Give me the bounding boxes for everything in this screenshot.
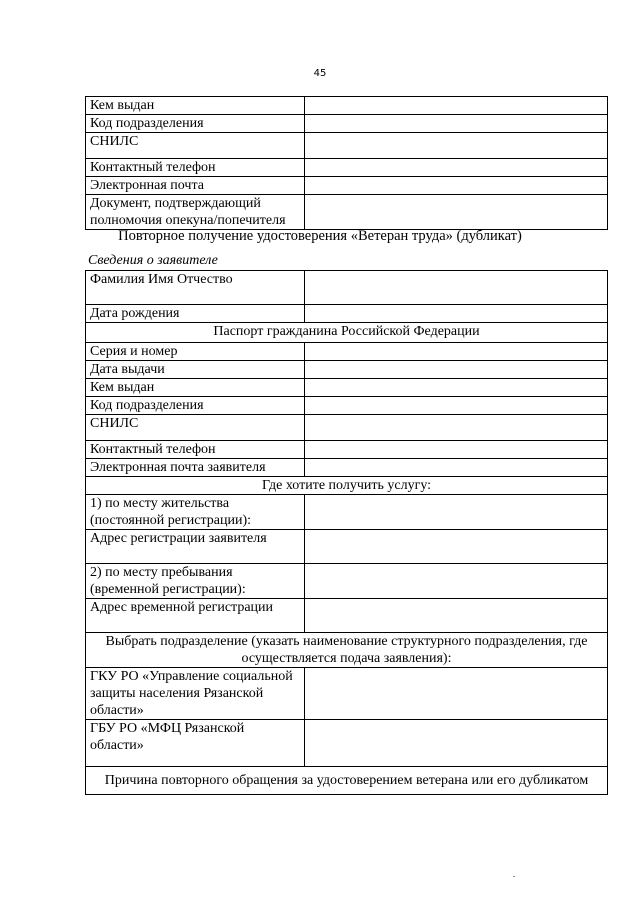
field-label: Кем выдан — [86, 379, 305, 397]
reg-address-value[interactable] — [305, 530, 608, 564]
field-label: Документ, подтверждающий полномочия опекуна/попечителя — [86, 195, 305, 230]
field-label: 2) по месту пребывания (временной регистрации): — [86, 564, 305, 599]
table-row — [86, 720, 608, 767]
field-label: СНИЛС — [86, 133, 305, 159]
table-row — [86, 361, 608, 379]
phone-value[interactable] — [305, 441, 608, 459]
table-row — [86, 767, 608, 795]
table-row — [86, 459, 608, 477]
field-label: 1) по месту жительства (постоянной регистрации): — [86, 495, 305, 530]
field-value[interactable] — [305, 97, 608, 115]
field-value[interactable] — [305, 159, 608, 177]
fio-value[interactable] — [305, 271, 608, 305]
field-label: Дата выдачи — [86, 361, 305, 379]
field-label: Адрес регистрации заявителя — [86, 530, 305, 564]
table-row — [86, 564, 608, 599]
table-row — [86, 477, 608, 495]
email-value[interactable] — [305, 459, 608, 477]
section-title: Повторное получение удостоверения «Ветеран труда» (дубликат) — [118, 228, 522, 244]
snils-value[interactable] — [305, 415, 608, 441]
field-label: Контактный телефон — [86, 441, 305, 459]
table-row — [86, 441, 608, 459]
field-label: Код подразделения — [86, 115, 305, 133]
table-row — [86, 415, 608, 441]
table-row — [86, 599, 608, 633]
page-number: 45 — [313, 68, 327, 79]
field-value[interactable] — [305, 195, 608, 230]
table-row — [86, 633, 608, 668]
table-row — [86, 271, 608, 305]
issue-date-value[interactable] — [305, 361, 608, 379]
field-label: Кем выдан — [86, 97, 305, 115]
table-row — [86, 159, 608, 177]
reason-header: Причина повторного обращения за удостоверением ветерана или его дубликатом — [86, 767, 608, 795]
applicant-info-table — [85, 270, 608, 795]
field-label: Код подразделения — [86, 397, 305, 415]
field-label: Фамилия Имя Отчество — [86, 271, 305, 305]
table-row — [86, 305, 608, 323]
temp-address-value[interactable] — [305, 599, 608, 633]
series-number-value[interactable] — [305, 343, 608, 361]
table-row — [86, 379, 608, 397]
field-value[interactable] — [305, 177, 608, 195]
field-label: Серия и номер — [86, 343, 305, 361]
residence-value[interactable] — [305, 495, 608, 530]
field-label: СНИЛС — [86, 415, 305, 441]
table-row — [86, 323, 608, 343]
table-row — [86, 115, 608, 133]
field-label: ГКУ РО «Управление социальной защиты населения Рязанской области» — [86, 668, 305, 720]
field-label: Электронная почта — [86, 177, 305, 195]
passport-header: Паспорт гражданина Российской Федерации — [86, 323, 608, 343]
table-row — [86, 668, 608, 720]
previous-section-table — [85, 96, 608, 230]
field-value[interactable] — [305, 115, 608, 133]
table-row — [86, 195, 608, 230]
table-row — [86, 177, 608, 195]
field-label: Электронная почта заявителя — [86, 459, 305, 477]
section-subtitle: Сведения о заявителе — [88, 253, 218, 268]
choose-division-header: Выбрать подразделение (указать наименование структурного подразделения, где осуществляется подача заявления): — [86, 633, 608, 668]
field-label: Адрес временной регистрации — [86, 599, 305, 633]
gku-value[interactable] — [305, 668, 608, 720]
table-row — [86, 133, 608, 159]
field-label: ГБУ РО «МФЦ Рязанской области» — [86, 720, 305, 767]
table-row — [86, 495, 608, 530]
field-label: Контактный телефон — [86, 159, 305, 177]
birth-date-value[interactable] — [305, 305, 608, 323]
scan-speck — [513, 876, 515, 877]
dept-code-value[interactable] — [305, 397, 608, 415]
field-value[interactable] — [305, 133, 608, 159]
table-row — [86, 97, 608, 115]
issued-by-value[interactable] — [305, 379, 608, 397]
stay-value[interactable] — [305, 564, 608, 599]
table-row — [86, 530, 608, 564]
table-row — [86, 343, 608, 361]
gbu-value[interactable] — [305, 720, 608, 767]
service-location-header: Где хотите получить услугу: — [86, 477, 608, 495]
field-label: Дата рождения — [86, 305, 305, 323]
table-row — [86, 397, 608, 415]
